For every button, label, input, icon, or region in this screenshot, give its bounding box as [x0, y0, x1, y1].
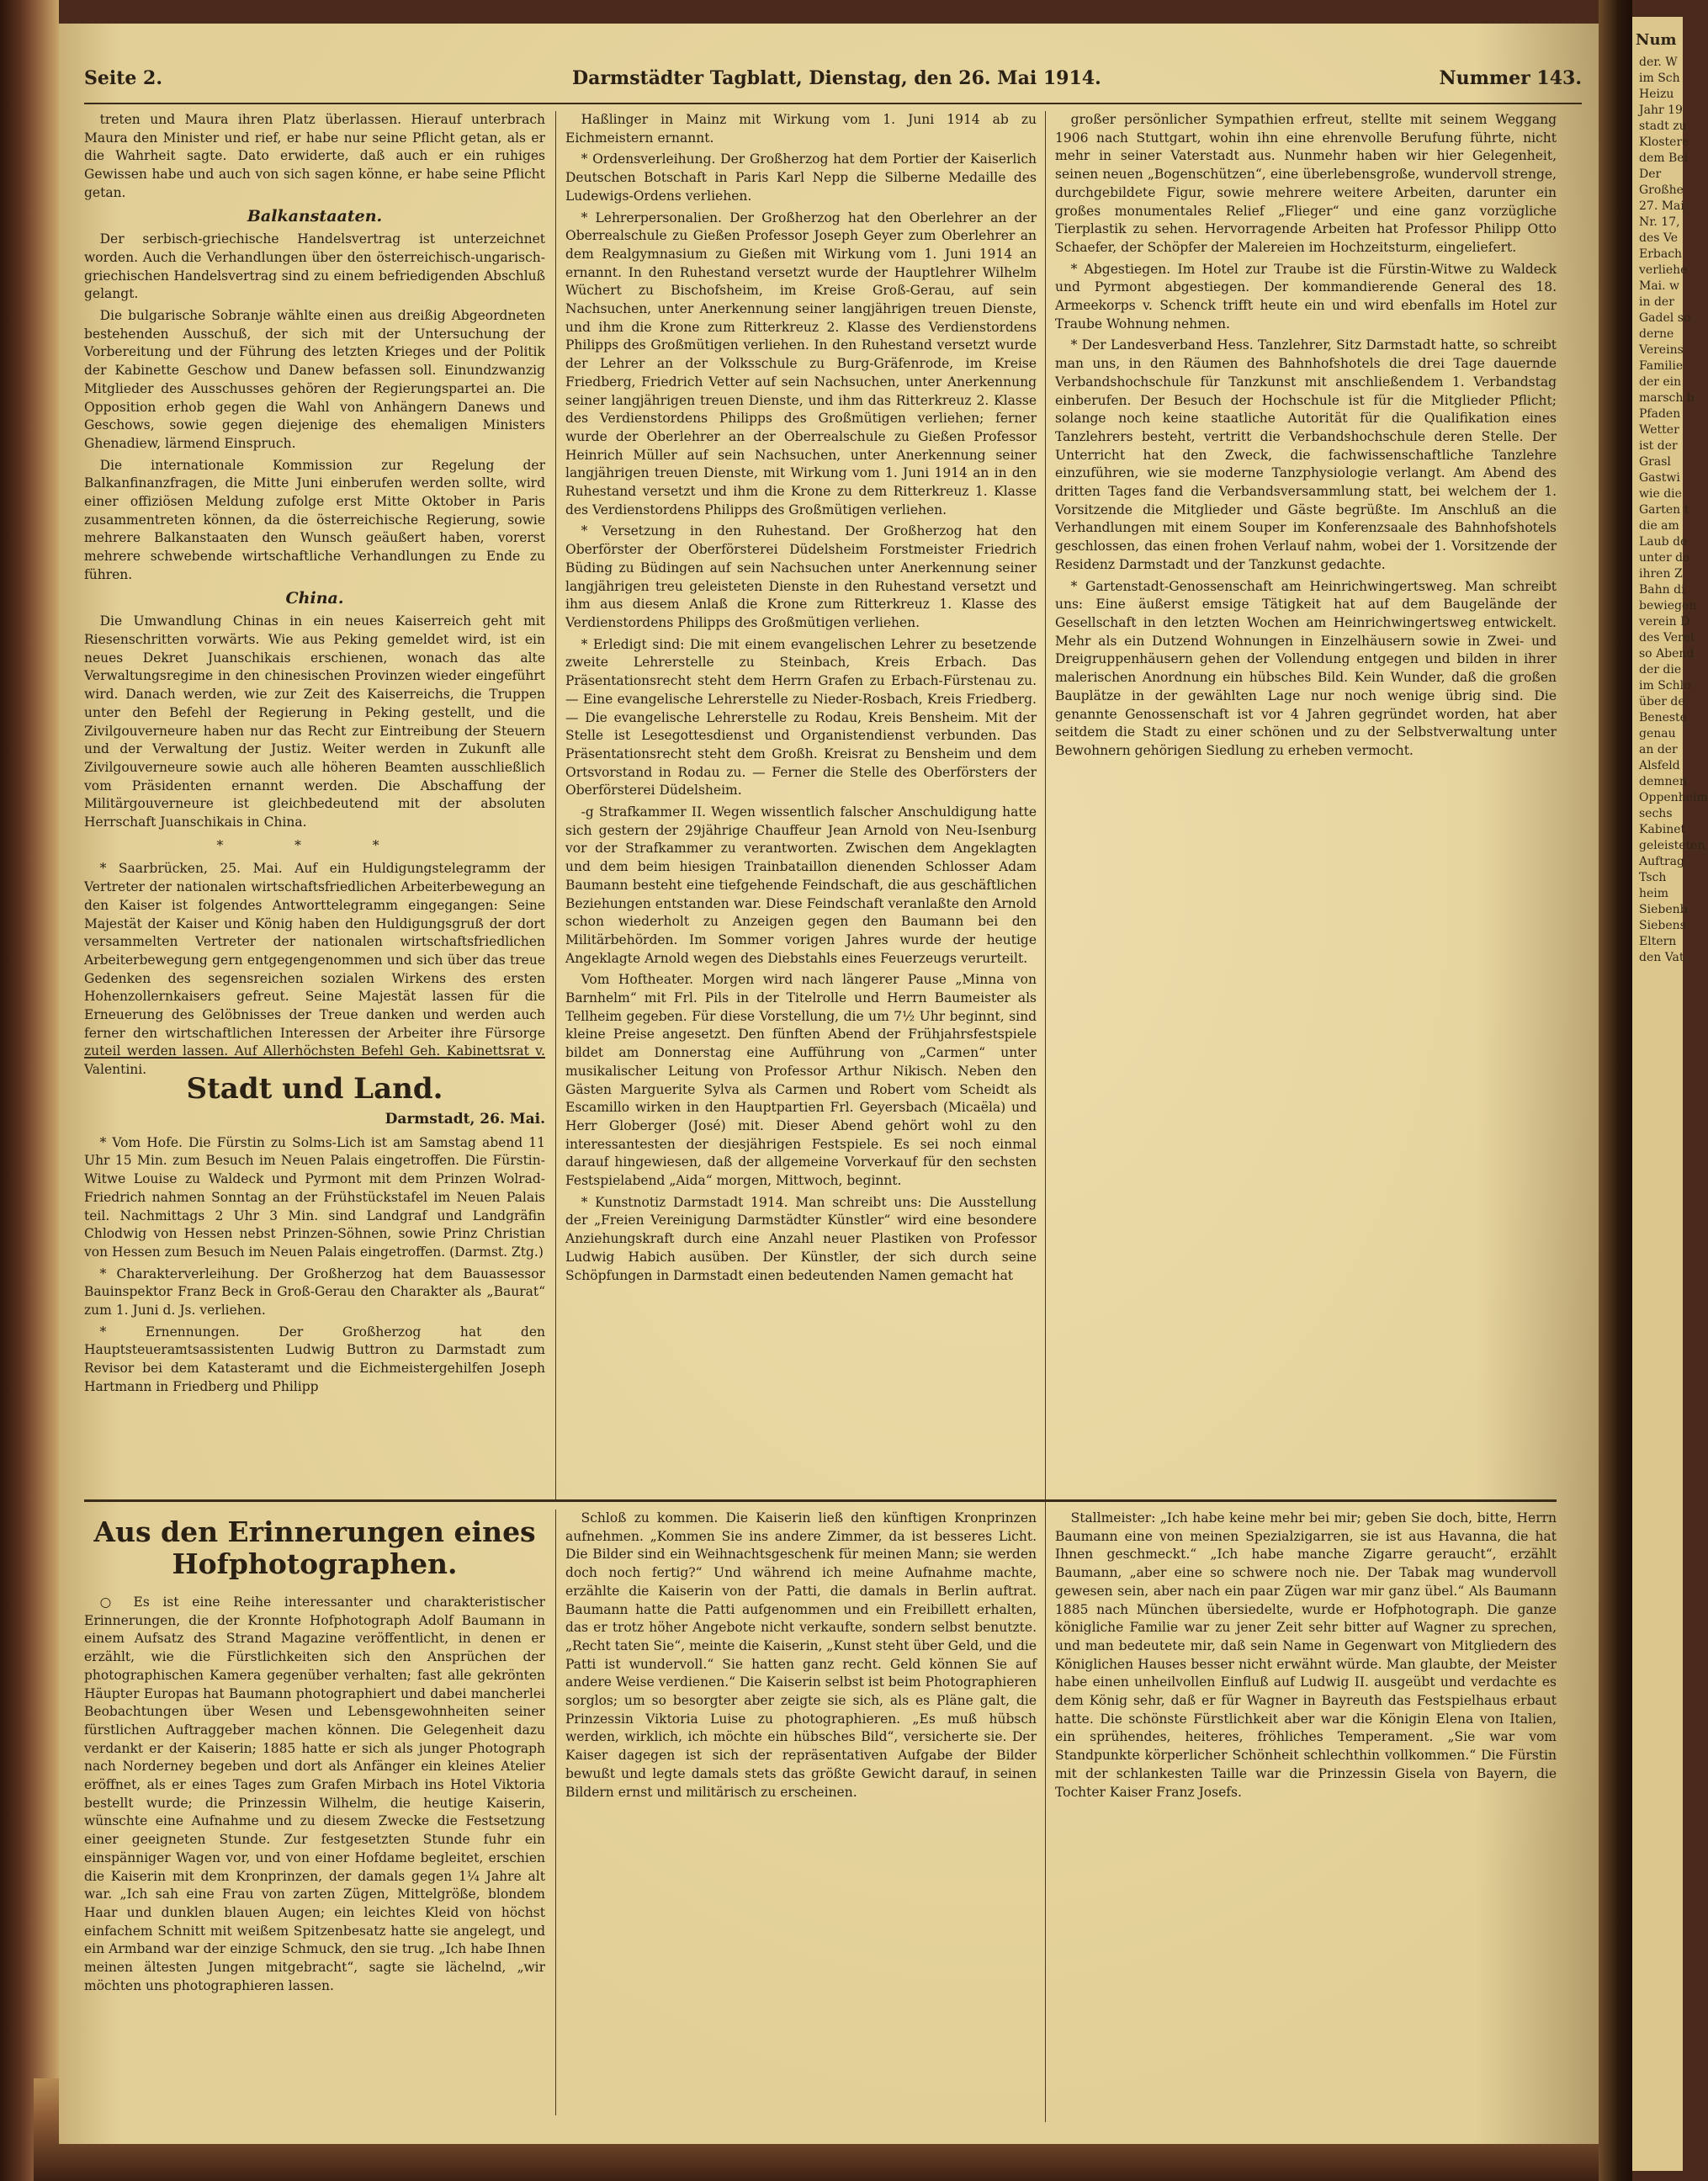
paragraph: * Gartenstadt-Genossenschaft am Heinrichwingertsweg. Man schreibt uns: Eine äußerst emsige Tätigkeit hat auf dem Baugelände der Gesellschaft in den letzten Wochen am Heinrichwingertsweg entwickelt. Mehr als ein Dutzend Wohnungen in Einzelhäusern sowie in Zwei- und Dreigruppenhäusern gehen der Vollendung entgegen und bilden in ihrer malerischen Anordnung ein hübsches Bild. Kein Wunder, daß die großen Bauplätze in der gewählten Lage nur noch wenige übrig sind. Die genannte Genossenschaft ist vor 4 Jahren gegründet worden, hat aber seitdem die Stadt zu einer schönen und zu der Selbstverwaltung unter Bewohnern gehörigen Siedlung zu erheben vermocht.: [1055, 578, 1557, 758]
paragraph: -g Strafkammer II. Wegen wissentlich falscher Anschuldigung hatte sich gestern der 29jährige Chauffeur Jean Arnold von Neu-Isenburg vor der Strafkammer zu verantworten. Zwischen dem Angeklagten und dem beim hiesigen Trainbataillon dienenden Schlosser Adam Baumann besteht eine tiefgehende Feindschaft, die aus geschäftlichen Beziehungen entstanden war. Diese Feindschaft veranlaßte den Arnold schon wiederholt zu Anzeigen gegen den Baumann bei den Militärbehörden. Im Sommer vorigen Jahres wurde der heutige Angeklagte Arnold wegen des Diebstahls eines Feuerzeugs verurteilt.: [565, 804, 1037, 966]
article-title: Aus den Erinnerungen eines Hofphotographen.: [93, 1515, 536, 1580]
adjacent-page-line: Beneste: [1639, 711, 1687, 724]
paragraph: Stallmeister: „Ich habe keine mehr bei mir; geben Sie doch, bitte, Herrn Baumann eine von meinen Spezialzigarren, sie ist aus Havanna, die hat Ihnen geschmeckt.“ „Ich habe manche Zigarre geraucht“, erzählt Baumann, „aber eine so schwere noch nie. Der Tabak mag wundervoll gewesen sein, aber nach ein paar Zügen war mir ganz übel.“ Als Baumann 1885 nach München übersiedelte, wurde er Hofphotograph. Die ganze königliche Familie war zu jener Zeit sehr bitter auf Wagner zu sprechen, und man bedeutete mir, daß sein Name in Gegenwart von Mitgliedern des Königlichen Hauses besser nicht erwähnt würde. Man glaubte, der Meister habe einen unheilvollen Einfluß auf Ludwig II. ausgeübt und verdachte es dem König sehr, daß er für Wagner in Bayreuth das Festspielhaus erbaut hatte. Die schönste Fürstlichkeit aber war die Königin Elena von Italien, ein sprühendes, heiteres, fröhliches Temperament. „Sie war vom Standpunkte körperlicher Schönheit schlechthin vollkommen.“ Die Fürstin mit der schlankesten Taille war die Prinzessin Gisela von Bayern, die Tochter Kaiser Franz Josefs.: [1055, 1510, 1557, 1800]
adjacent-page-line: dem Bei: [1639, 151, 1689, 165]
adjacent-page-line: so Abend: [1639, 647, 1695, 661]
adjacent-page-line: der ein: [1639, 375, 1682, 389]
adjacent-page-line: Gadel so: [1639, 311, 1691, 325]
column-2: [565, 111, 1037, 1491]
adjacent-page-line: die am: [1639, 519, 1679, 533]
adjacent-page: [1632, 17, 1708, 2171]
paragraph: ○ Es ist eine Reihe interessanter und charakteristischer Erinnerungen, die der Kronnte Hofphotograph Adolf Baumann in einem Aufsatz des Strand Magazine veröffentlicht, in denen er erzählt, wie die Fürstlichkeiten sich den Ansprüchen der photographischen Kamera gegenüber verhalten; fast alle gekrönten Häupter Europas hat Baumann photographiert und dabei mancherlei Beobachtungen über Wesen und Lebensgewohnheiten seiner fürstlichen Auftraggeber machen können. Die Gelegenheit dazu verdankt er der Kaiserin; 1885 hatte er sich als junger Photograph nach Norderney begeben und dort als Anfänger ein kleines Atelier eröffnet, als er eines Tages zum Grafen Mirbach ins Hotel Viktoria bestellt wurde; die Prinzessin Wilhelm, die heutige Kaiserin, wünschte eine Aufnahme und zu diesem Zwecke die Festsetzung einer geeigneten Stunde. Zur festgesetzten Stunde fuhr ein einspänniger Wagen vor, und von einer Hofdame begleitet, erschien die Kaiserin mit dem Kronprinzen, der damals gegen 1¼ Jahre alt war. „Ich sah eine Frau von zarten Zügen, Mittelgröße, blondem Haar und dunklen blauen Augen; ein leichtes Kleid von höchst einfachem Schnitt mit weißem Spitzenbesatz hatte sie angelegt, und ein Armband war der einzige Schmuck, den sie trug. „Ich habe Ihnen meinen ältesten Jungen mitgebracht“, sagte sie lächelnd, „wir möchten uns photographieren lassen.: [84, 1595, 545, 1993]
column-rule: [1045, 111, 1046, 2122]
adjacent-page-line: genau: [1639, 727, 1676, 740]
adjacent-page-line: Heizu: [1639, 88, 1674, 101]
adjacent-page-line: des Verei: [1639, 631, 1695, 645]
section-heading-china: China.: [285, 588, 344, 608]
adjacent-page-line: im Sch: [1639, 72, 1680, 85]
page-header: [59, 67, 1599, 101]
adjacent-page-line: Der: [1639, 167, 1662, 181]
section-rule: [84, 1057, 545, 1059]
adjacent-page-line: Alsfeld: [1639, 759, 1680, 772]
adjacent-page-line: Erbach: [1639, 247, 1683, 261]
dateline: Darmstadt, 26. Mai.: [385, 1111, 545, 1128]
adjacent-page-line: an der: [1639, 743, 1678, 756]
adjacent-page-header: Num: [1636, 31, 1677, 49]
book-edge: [0, 0, 59, 2181]
adjacent-page-line: über de: [1639, 695, 1685, 708]
paragraph: * Abgestiegen. Im Hotel zur Traube ist die Fürstin-Witwe zu Waldeck und Pyrmont abgestiegen. Der kommandierende General des 18. Armeekorps v. Schenck trifft heute ein und wird ebenfalls im Hotel zur Traube Wohnung nehmen.: [1055, 261, 1557, 332]
paragraph: großer persönlicher Sympathien erfreut, stellte mit seinem Weggang 1906 nach Stuttgart, wohin ihn eine ehrenvolle Berufung führte, nicht mehr in seiner Vaterstadt aus. Nunmehr haben wir hier Gelegenheit, seinen neuen „Bogenschützen“, eine überlebensgroße, wundervoll strenge, durchgebildete Figur, sowie mehrere weitere Arbeiten, darunter ein großes monumentales Relief „Flieger“ und eine ganz vorzügliche Tierplastik zu sehen. Hervorragende Arbeiten hat Professor Philipp Otto Schaefer, der Schöpfer der Malereien im Hochzeitsturm, eingeliefert.: [1055, 112, 1557, 255]
adjacent-page-line: des Ve: [1639, 231, 1678, 245]
adjacent-page-line: verein D: [1639, 615, 1690, 629]
paragraph: * Saarbrücken, 25. Mai. Auf ein Huldigungstelegramm der Vertreter der nationalen wirtschaftsfriedlichen Arbeiterbewegung an den Kaiser ist folgendes Antworttelegramm eingegangen: Seine Majestät der Kaiser und König haben den Huldigungsgruß der dort versammelten Vertreter der nationalen wirtschaftsfriedlichen Arbeiterbewegung gern entgegengenommen und sich über das treue Gedenken des segensreichen sozialen Wirkens des ersten Hohenzollernkaisers gefreut. Seine Majestät lassen für die Erneuerung des Gelöbnisses der Treue danken und werden auch ferner den wirtschaftlichen Interessen der Arbeiter ihre Fürsorge zuteil werden lassen. Auf Allerhöchsten Befehl Geh. Kabinettsrat v. Valentini.: [84, 861, 545, 1078]
column-rule: [555, 111, 556, 1499]
adjacent-page-line: den Vat: [1639, 951, 1684, 964]
adjacent-page-line: Siebens: [1639, 919, 1686, 932]
newspaper-page: [59, 24, 1599, 2144]
adjacent-page-line: sechs: [1639, 807, 1673, 820]
section-divider-stars: * * *: [216, 837, 413, 853]
paragraph: * Lehrerpersonalien. Der Großherzog hat den Oberlehrer an der Oberrealschule zu Gießen Professor Joseph Geyer zum Oberlehrer an dem Realgymnasium zu Gießen mit Wirkung vom 1. Juni 1914 an ernannt. In den Ruhestand versetzt wurde der Hauptlehrer Wilhelm Wüchert zu Bischofsheim, im Kreise Groß-Gerau, auf sein Nachsuchen, unter Anerkennung seiner langjährigen treuen Dienste, und ihm die Krone zum Ritterkreuz 2. Klasse des Verdienstordens Philipps des Großmütigen verliehen. In den Ruhestand versetzt wurde der Lehrer an der Volksschule zu Burg-Gräfenrode, im Kreise Friedberg, Friedrich Vetter auf sein Nachsuchen, unter Anerkennung seiner langjährigen treuen Dienste, und ihm das Ritterkreuz 2. Klasse des Verdienstordens Philipps des Großmütigen verliehen; ferner wurde der Oberlehrer an der Oberrealschule zu Gießen Professor Heinrich Müller auf sein Nachsuchen, unter Anerkennung seiner langjährigen treuen Dienste, mit Wirkung vom 1. Juni 1914 an in den Ruhestand versetzt und ihm die Krone zu dem Ritterkreuz 1. Klasse des Verdienstordens Philipps des Großmütigen verliehen.: [565, 210, 1037, 517]
column-1: [84, 111, 545, 1078]
paragraph: * Ernennungen. Der Großherzog hat den Hauptsteueramtsassistenten Ludwig Buttron zu Darmstadt zum Revisor bei dem Katasteramt und die Eichmeistergehilfen Joseph Hartmann in Friedberg und Philipp: [84, 1324, 545, 1394]
paragraph: Der serbisch-griechische Handelsvertrag ist unterzeichnet worden. Auch die Verhandlungen über den österreichisch-ungarisch-griechischen Handelsvertrag sind zu einem befriedigenden Abschluß gelangt.: [84, 231, 545, 302]
masthead: Darmstädter Tagblatt, Dienstag, den 26. Mai 1914.: [572, 67, 1101, 89]
article-column-3: [1055, 1510, 1557, 2115]
adjacent-page-line: Bahn di: [1639, 583, 1685, 597]
adjacent-page-line: Mai. w: [1639, 279, 1680, 293]
adjacent-page-line: Laub de: [1639, 535, 1688, 549]
adjacent-page-line: verliehe: [1639, 263, 1688, 277]
adjacent-page-line: Auftrag: [1639, 855, 1684, 868]
article-column-1: [84, 1510, 545, 2115]
adjacent-page-line: Großhe: [1639, 183, 1684, 197]
adjacent-page-line: Familie: [1639, 359, 1684, 373]
adjacent-page-line: demnen: [1639, 775, 1687, 788]
adjacent-page-line: Nr. 17,: [1639, 215, 1680, 229]
adjacent-page-line: wie die: [1639, 487, 1682, 501]
paragraph: * Charakterverleihung. Der Großherzog hat dem Bauassessor Bauinspektor Franz Beck in Groß-Gerau den Charakter als „Baurat“ zum 1. Juni d. Js. verliehen.: [84, 1266, 545, 1319]
adjacent-page-line: ihren Z: [1639, 567, 1683, 581]
paragraph: Vom Hoftheater. Morgen wird nach längerer Pause „Minna von Barnhelm“ mit Frl. Pils in der Titelrolle und Herrn Baumeister als Tellheim gegeben. Für diese Vorstellung, die um 7½ Uhr beginnt, sind kleine Preise angesetzt. Den fünften Abend der Frühjahrsfestspiele bildet am Donnerstag eine Aufführung von „Carmen“ unter musikalischer Leitung von Professor Arthur Nikisch. Neben den Gästen Marguerite Sylva als Carmen und Robert vom Scheidt als Escamillo wirken in den Hauptpartien Frl. Geyersbach (Micaëla) und Herr Globerger (José) mit. Dieser Abend gehört wohl zu den interessantesten der diesjährigen Festspiele. Es sei noch einmal darauf hingewiesen, daß der allgemeine Vorverkauf für den sechsten Festspielabend „Aida“ morgen, Mittwoch, beginnt.: [565, 972, 1037, 1189]
header-rule: [84, 103, 1582, 104]
paragraph: * Versetzung in den Ruhestand. Der Großherzog hat den Oberförster der Oberförsterei Düdelsheim Forstmeister Friedrich Büding zu Büdingen auf sein Nachsuchen unter Anerkennung seiner langjährigen treu geleisteten Dienste in den Ruhestand versetzt und ihm aus diesem Anlaß die Krone zum Ritterkreuz 1. Klasse des Verdienstordens Philipps des Großmütigen verliehen.: [565, 523, 1037, 630]
paragraph: Haßlinger in Mainz mit Wirkung vom 1. Juni 1914 ab zu Eichmeistern ernannt.: [565, 112, 1037, 146]
adjacent-page-line: Tsch: [1639, 871, 1667, 884]
adjacent-page-line: derne: [1639, 327, 1674, 341]
paragraph: treten und Maura ihren Platz überlassen. Hierauf unterbrach Maura den Minister und rief, er habe nur seine Pflicht getan, als er die Wahrheit sagte. Dato erwiderte, daß auch er ein ruhiges Gewissen habe und auch von sich sagen könne, er habe seine Pflicht getan.: [84, 112, 545, 200]
adjacent-page-line: unter de: [1639, 551, 1690, 565]
paragraph: Die Umwandlung Chinas in ein neues Kaiserreich geht mit Riesenschritten vorwärts. Wie aus Peking gemeldet wird, ist ein neues Dekret Juanschikais erschienen, wonach das alte Verwaltungsregime in den chinesischen Provinzen wieder eingeführt wird. Danach werden, wie zur Zeit des Kaiserreichs, die Truppen unter den Befehl der Regierung in Peking gestellt, und die Zivilgouverneure haben nur das Recht zur Eintreibung der Steuern und der Verwaltung der Justiz. Weiter werden in Zukunft alle Zivilgouverneure sowie auch alle höheren Beamten ausschließlich vom Präsidenten ernannt werden. Die Abschaffung der Militärgouverneure ist gleichbedeutend mit der absoluten Herrschaft Juanschikais in China.: [84, 613, 545, 830]
adjacent-page-line: geleisteten: [1639, 839, 1705, 852]
adjacent-page-line: Gastwi: [1639, 471, 1680, 485]
adjacent-page-line: ist der: [1639, 439, 1678, 453]
paragraph: * Kunstnotiz Darmstadt 1914. Man schreibt uns: Die Ausstellung der „Freien Vereinigung Darmstädter Künstler“ wird eine besondere Anziehungskraft durch eine Anzahl neuer Plastiken von Professor Ludwig Habich ausüben. Der Künstler, der sich durch seine Schöpfungen in Darmstadt einen bedeutenden Namen gemacht hat: [565, 1194, 1037, 1283]
adjacent-page-line: Grasl: [1639, 455, 1671, 469]
paragraph: * Vom Hofe. Die Fürstin zu Solms-Lich ist am Samstag abend 11 Uhr 15 Min. zum Besuch im Neuen Palais eingetroffen. Die Fürstin-Witwe Louise zu Waldeck und Pyrmont mit dem Prinzen Wolrad-Friedrich nahmen Sonntag an der Frühstückstafel im Neuen Palais teil. Nachmittags 2 Uhr 3 Min. sind Landgraf und Landgräfin Chlodwig von Hessen nebst Prinzen-Söhnen, sowie Prinz Christian von Hessen zum Besuch im Neuen Palais eingetroffen. (Darmst. Ztg.): [84, 1134, 545, 1260]
feuilleton-rule: [84, 1499, 1557, 1502]
section-title-stadt-und-land: Stadt und Land.: [186, 1072, 443, 1106]
paragraph: * Der Landesverband Hess. Tanzlehrer, Sitz Darmstadt hatte, so schreibt man uns, in den Räumen des Bahnhofshotels die drei Tage dauernde Verbandshochschule für Tanzkunst mit anschließendem 1. Verbandstag einberufen. Der Besuch der Hochschule ist für die Mitglieder Pflicht; solange noch keine staatliche Autorität für die Qualifikation eines Tanzlehrers besteht, vertritt die Verbandshochschule deren Stelle. Der Unterricht hat den Zweck, die fachwissenschaftliche Tanzlehre einzuführen, wie sie moderne Tanzphysiologie verlangt. Am Abend des dritten Tages fand die Verbandsversammlung statt, bei welchem der 1. Vorsitzende die Mitglieder und Gäste begrüßte. Im Anschluß an die Verhandlungen mit einem Souper im Konferenzsaale des Bahnhofshotels geschlossen, das einen frohen Verlauf nahm, wobei der 1. Vorsitzende der Residenz Darmstadt und der Tanzkunst gedachte.: [1055, 337, 1557, 572]
adjacent-page-line: marsch b: [1639, 391, 1695, 405]
paragraph: Schloß zu kommen. Die Kaiserin ließ den künftigen Kronprinzen aufnehmen. „Kommen Sie ins andere Zimmer, da ist besseres Licht. Die Bilder sind ein Weihnachtsgeschenk für meinen Mann; sie werden doch noch fertig?“ Und während ich meine Aufnahme machte, erzählte die Kaiserin von der Patti, die damals in Berlin auftrat. Baumann hatte die Patti aufgenommen und ein Freibillett erhalten, das er trotz höher Angebote nicht verkaufte, sondern selbst benutzte. „Recht taten Sie“, meinte die Kaiserin, „Kunst steht über Geld, und die Patti ist wundervoll.“ Sie hatten ganz recht. Geld können Sie auf andere Weise verdienen.“ Die Kaiserin selbst ist beim Photographieren sorglos; um so besorgter aber zeigte sie sich, als es Pläne galt, die Prinzessin Viktoria Luise zu photographieren. „Es muß hübsch werden, wirklich, ich möchte ein hübsches Bild“, versicherte sie. Der Kaiser dagegen ist sich der repräsentativen Aufgabe der Bilder bewußt und legte damals stets das größte Gewicht darauf, in seinen Bildern ernst und militärisch zu erscheinen.: [565, 1510, 1037, 1800]
adjacent-page-line: der. W: [1639, 56, 1678, 69]
book-gutter: [1599, 0, 1632, 2181]
adjacent-page-line: 27. Mai: [1639, 199, 1684, 213]
column-3: [1055, 111, 1557, 1491]
adjacent-page-line: Jahr 19: [1639, 103, 1683, 117]
column-1-lower: [84, 1064, 545, 1471]
adjacent-page-line: Klostere: [1639, 135, 1689, 149]
column-rule: [555, 1510, 556, 2115]
paragraph: * Ordensverleihung. Der Großherzog hat dem Portier der Kaiserlich Deutschen Botschaft in Paris Karl Nepp die Silberne Medaille des Ludewigs-Ordens verliehen.: [565, 151, 1037, 204]
adjacent-page-line: der die: [1639, 663, 1682, 677]
adjacent-page-line: Eltern: [1639, 935, 1677, 948]
adjacent-page-line: im Schlo: [1639, 679, 1691, 693]
adjacent-page-line: heim: [1639, 887, 1669, 900]
adjacent-page-line: Oppenheim: [1639, 791, 1708, 804]
adjacent-page-line: Wetter: [1639, 423, 1679, 437]
adjacent-page-lines: [1632, 55, 1708, 966]
adjacent-page-line: bewiegen: [1639, 599, 1697, 613]
issue-number: Nummer 143.: [1439, 67, 1582, 89]
section-heading-balkan: Balkanstaaten.: [247, 206, 383, 226]
paragraph: Die internationale Kommission zur Regelung der Balkanfinanzfragen, die Mitte Juni einberufen werden sollte, wird einer offiziösen Meldung zufolge erst Mitte Oktober in Paris zusammentreten können, da die österreichische Regierung, sowie mehrere Balkanstaaten den Wunsch geäußert haben, vorerst mehrere schwebende wirtschaftliche Verhandlungen zu Ende zu führen.: [84, 457, 545, 582]
adjacent-page-line: stadt zu: [1639, 119, 1687, 133]
paragraph: Die bulgarische Sobranje wählte einen aus dreißig Abgeordneten bestehenden Ausschuß, der sich mit der Untersuchung der Vorbereitung und der Führung des letzten Krieges und der Politik der Kabinette Geschow und Danew befassen soll. Einundzwanzig Mitglieder des Ausschusses gehören der Regierungspartei an. Die Opposition erhob gegen die Wahl von Anhängern Danews und Geschows, sowie gegen diejenige des ehemaligen Ministers Ghenadiew, lärmend Einspruch.: [84, 308, 545, 451]
adjacent-page-line: Siebenb: [1639, 903, 1688, 916]
adjacent-page-line: Garten t: [1639, 503, 1689, 517]
page-number: Seite 2.: [84, 67, 163, 89]
adjacent-page-line: Pfaden: [1639, 407, 1681, 421]
adjacent-page-line: Vereins: [1639, 343, 1684, 357]
article-column-2: [565, 1510, 1037, 2115]
adjacent-page-line: in der: [1639, 295, 1674, 309]
adjacent-page-line: Kabinet: [1639, 823, 1686, 836]
paragraph: * Erledigt sind: Die mit einem evangelischen Lehrer zu besetzende zweite Lehrerstelle zu Steinbach, Kreis Erbach. Das Präsentationsrecht steht dem Herrn Grafen zu Erbach-Fürstenau zu. — Eine evangelische Lehrerstelle zu Nieder-Rosbach, Kreis Friedberg. — Die evangelische Lehrerstelle zu Rodau, Kreis Bensheim. Mit der Stelle ist Lesegottesdienst und Organistendienst verbunden. Das Präsentationsrecht steht dem Großh. Kreisrat zu Bensheim und dem Ortsvorstand in Rodau zu. — Ferner die Stelle des Oberförsters der Oberförsterei Düdelsheim.: [565, 636, 1037, 799]
